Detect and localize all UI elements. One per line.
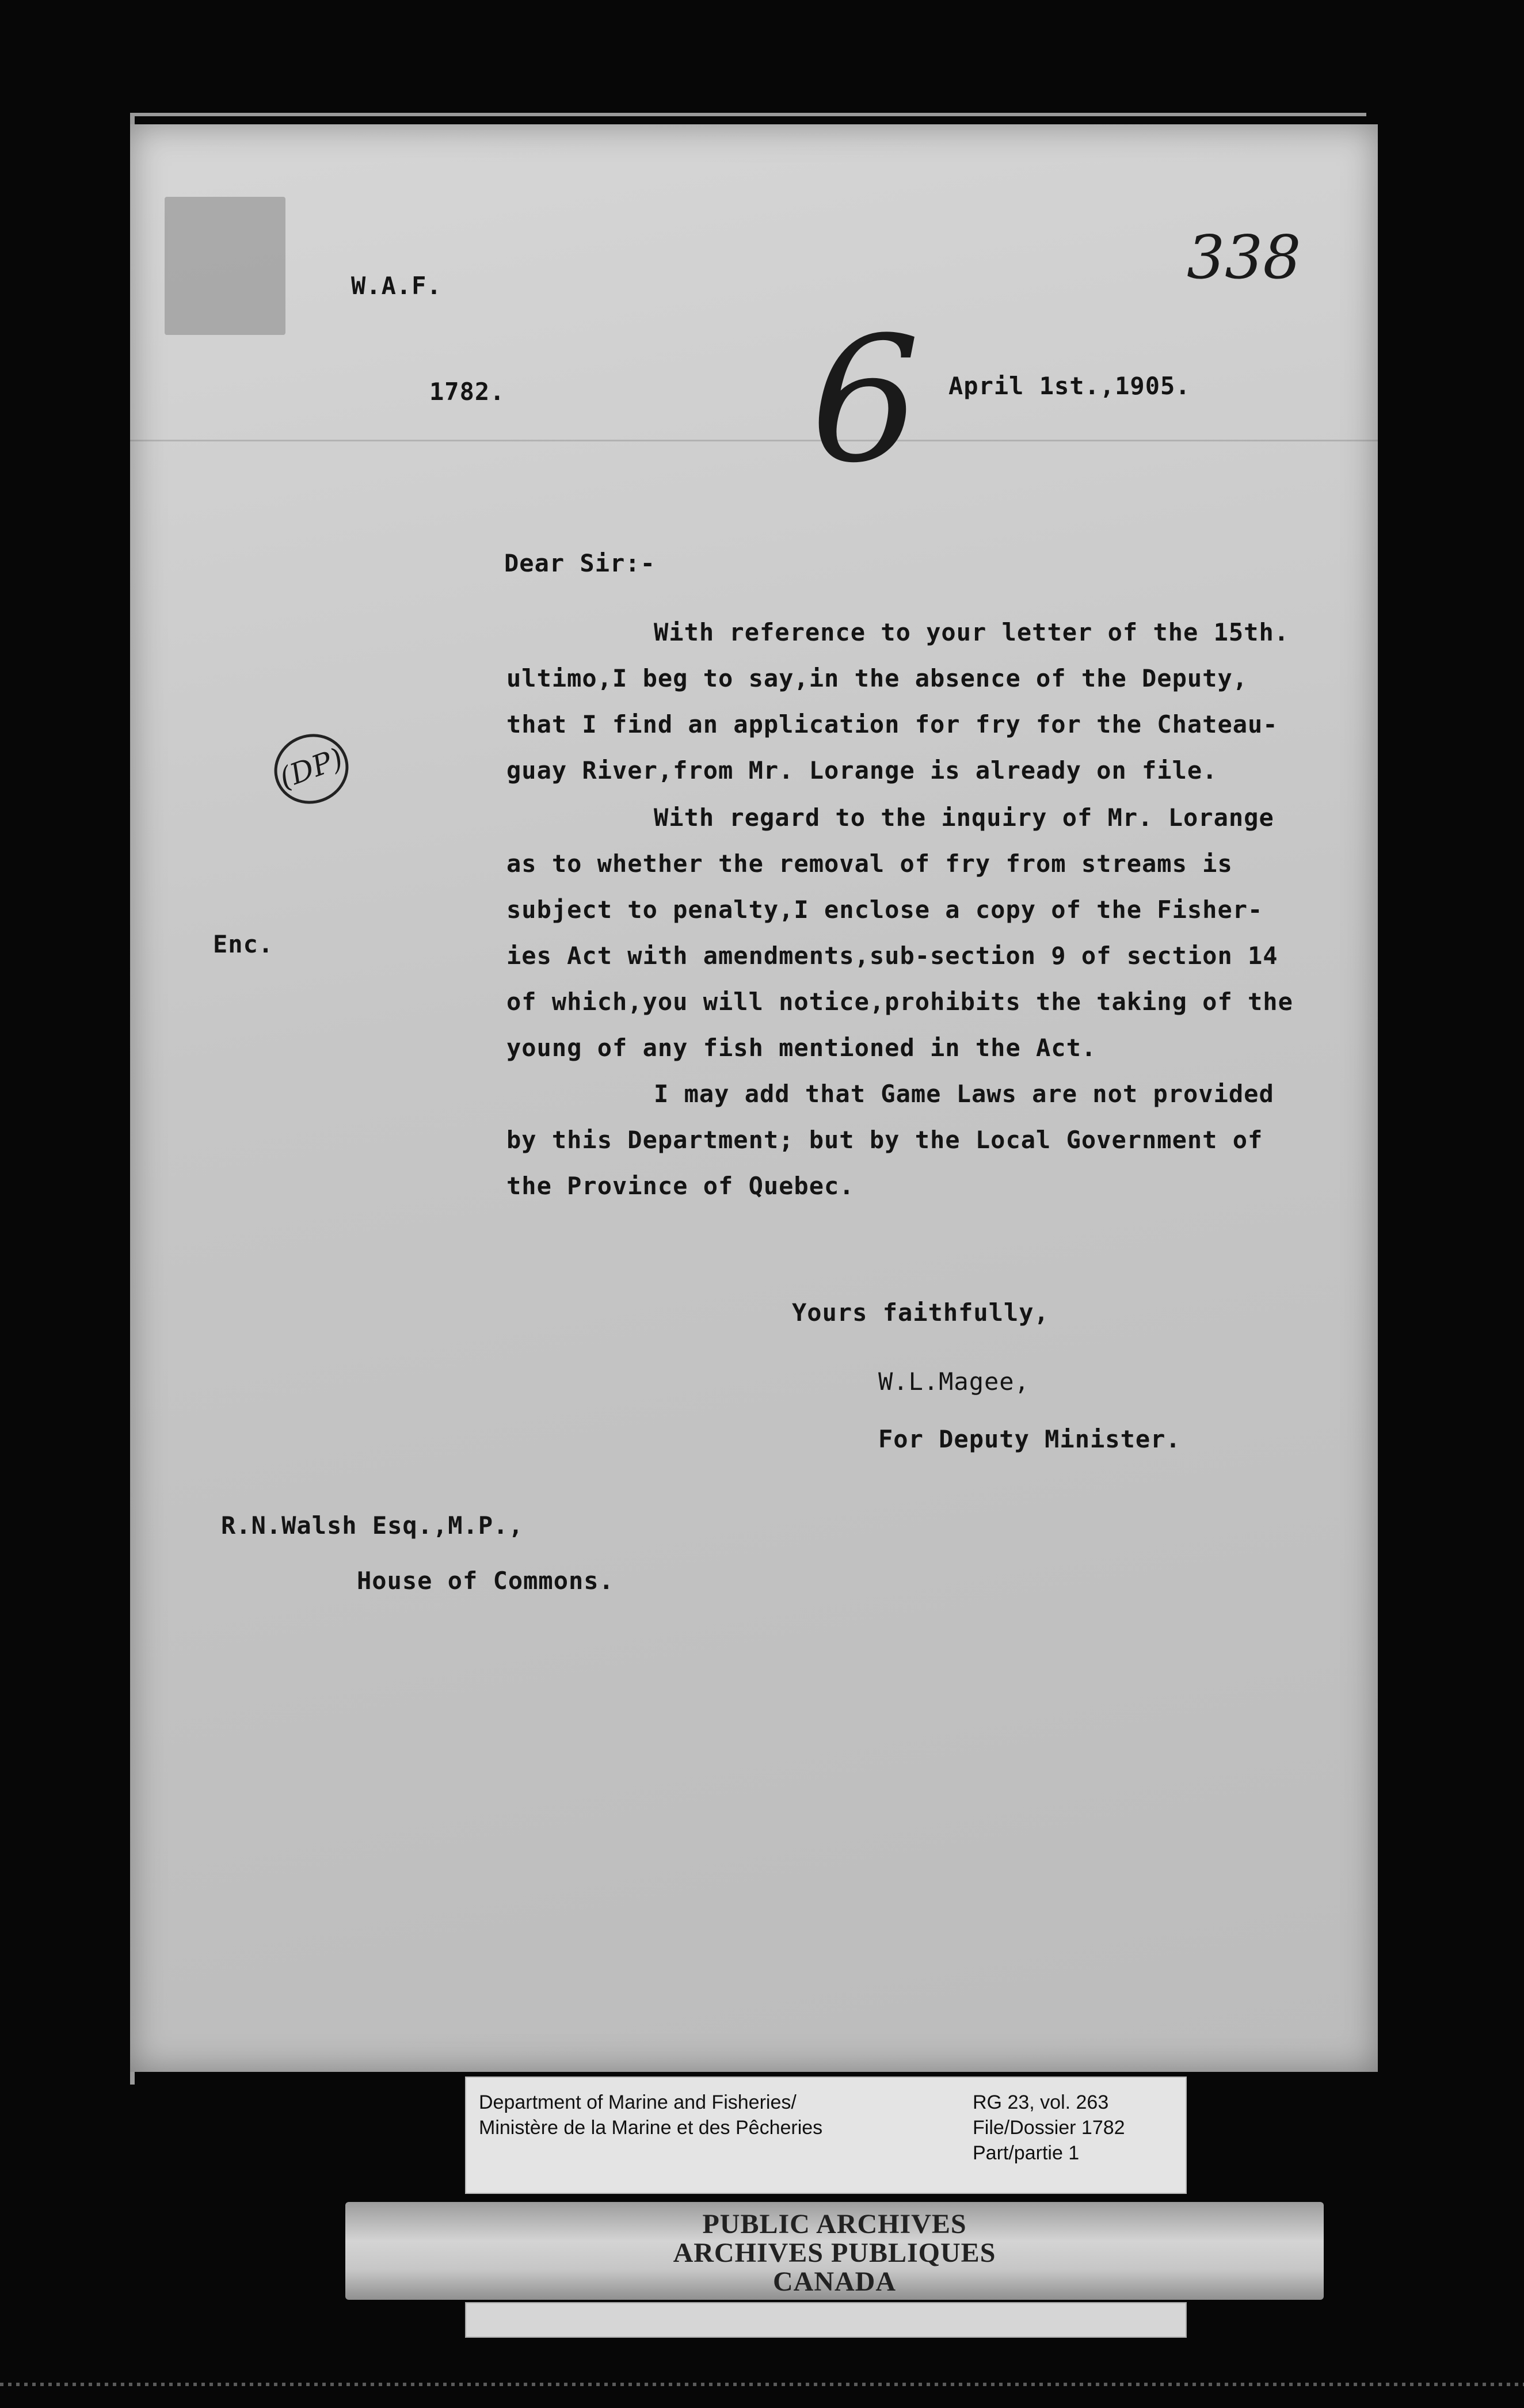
- closing: Yours faithfully,: [792, 1298, 1049, 1327]
- fold-line: [130, 440, 1378, 441]
- body-line: With regard to the inquiry of Mr. Lorange: [654, 803, 1274, 832]
- archives-stamp: [345, 2202, 1324, 2300]
- body-line: young of any fish mentioned in the Act.: [506, 1034, 1097, 1062]
- label-department-en: Department of Marine and Fisheries/: [479, 2091, 797, 2113]
- bottom-strip: [465, 2302, 1187, 2338]
- label-part: Part/partie 1: [973, 2142, 1080, 2164]
- recipient-name: R.N.Walsh Esq.,M.P.,: [221, 1511, 524, 1540]
- body-line: guay River,from Mr. Lorange is already on file.: [506, 756, 1218, 784]
- body-line: subject to penalty,I enclose a copy of the Fisher-: [506, 896, 1263, 924]
- body-line: that I find an application for fry for the Chateau-: [506, 710, 1278, 738]
- corner-stain: [165, 197, 285, 335]
- body-line: ies Act with amendments,sub-section 9 of section 14: [506, 942, 1278, 970]
- letter-date: April 1st.,1905.: [948, 372, 1191, 400]
- handwritten-page-number: 338: [1187, 222, 1301, 292]
- body-line: by this Department; but by the Local Government of: [506, 1126, 1263, 1154]
- film-edge: [0, 2383, 1524, 2386]
- letter-page: [130, 124, 1378, 2072]
- circled-handwritten-mark: (DP): [264, 723, 358, 814]
- body-line: I may add that Game Laws are not provided: [654, 1080, 1274, 1108]
- handwritten-mark: 6: [810, 300, 920, 501]
- stamp-line-2: ARCHIVES PUBLIQUES: [673, 2238, 996, 2268]
- label-department-fr: Ministère de la Marine et des Pêcheries: [479, 2117, 823, 2139]
- stamp-line-1: PUBLIC ARCHIVES: [702, 2209, 967, 2239]
- archive-label: [465, 2076, 1187, 2194]
- body-line: the Province of Quebec.: [506, 1172, 855, 1200]
- typist-initials: W.A.F.: [351, 272, 442, 300]
- label-reference: RG 23, vol. 263: [973, 2091, 1109, 2113]
- recipient-address: House of Commons.: [357, 1567, 614, 1595]
- enclosure-note: Enc.: [213, 930, 274, 958]
- label-file: File/Dossier 1782: [973, 2117, 1125, 2139]
- stamp-line-3: CANADA: [773, 2266, 896, 2297]
- body-line: as to whether the removal of fry from streams is: [506, 849, 1233, 878]
- body-line: With reference to your letter of the 15th.: [654, 618, 1290, 646]
- body-line: of which,you will notice,prohibits the taking of the: [506, 988, 1293, 1016]
- signature-name: W.L.Magee,: [878, 1367, 1030, 1396]
- body-line: ultimo,I beg to say,in the absence of the Deputy,: [506, 664, 1248, 692]
- salutation: Dear Sir:-: [504, 549, 656, 577]
- signature-title: For Deputy Minister.: [878, 1425, 1181, 1453]
- file-number: 1782.: [429, 378, 505, 406]
